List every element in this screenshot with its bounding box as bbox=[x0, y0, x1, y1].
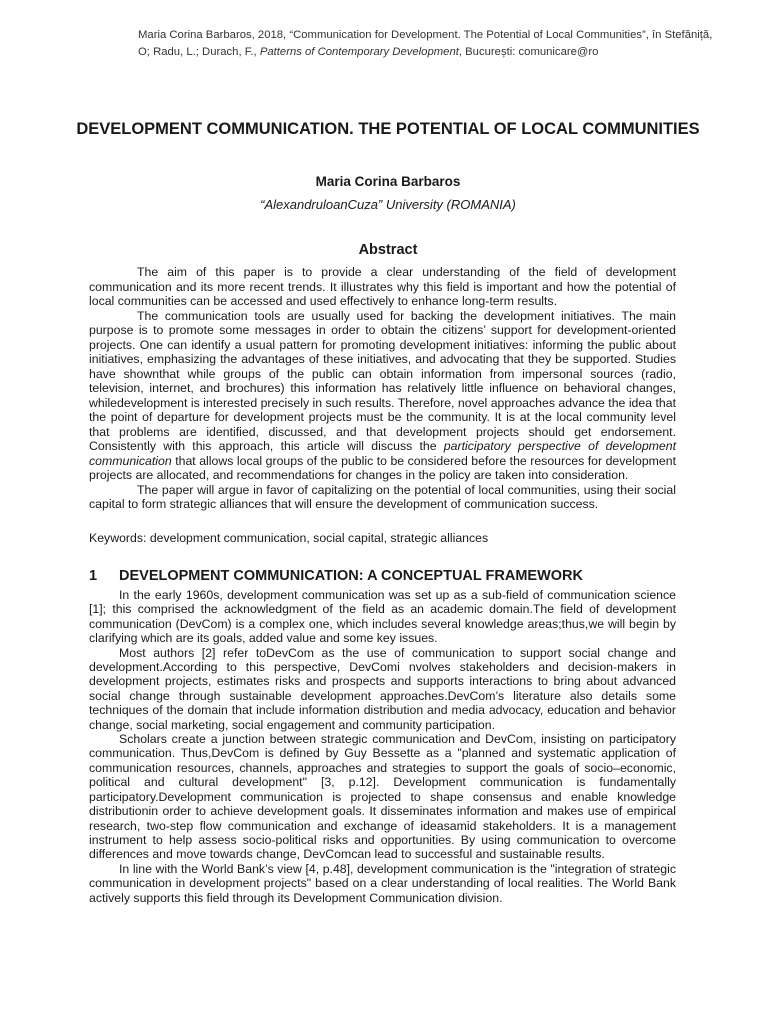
citation-line-2 bbox=[138, 44, 738, 61]
citation-line-1: Maria Corina Barbaros, 2018, “Communication for Development. The Potential of Local Communities”, în Stefăniță, bbox=[138, 29, 713, 41]
author-name: Maria Corina Barbaros bbox=[315, 174, 461, 189]
author-affiliation: “AlexandruloanCuza” University (ROMANIA) bbox=[260, 197, 516, 212]
abstract-heading: Abstract bbox=[358, 242, 418, 258]
abstract-p2-emphasis: participatory perspective of development communication bbox=[89, 439, 676, 468]
paper-title: DEVELOPMENT COMMUNICATION. THE POTENTIAL OF LOCAL COMMUNITIES bbox=[76, 120, 700, 138]
abstract-paragraph-2 bbox=[89, 309, 676, 483]
abstract-p2-text-end: that allows local groups of the public to be considered before the resources for development projects are allocated, and recommendations for changes in the policy are taken into consideration. bbox=[89, 453, 676, 482]
abstract-paragraph-1: The aim of this paper is to provide a clear understanding of the field of development communication and its more recent trends. It illustrates why this field is important and how the potential of local communities can be accessed and used effectively to enhance long-term results. bbox=[89, 265, 676, 308]
section-paragraph-3: Scholars create a junction between strategic communication and DevCom, insisting on participatory communication. Thus,DevCom is defined by Guy Bessette as a "planned and systematic application of communication resources, channels, approaches and strategies to support the goals of socio–economic, political and cultural development" [3, p.12]. Development communication is fundamentally participatory.Development communication is projected to shape consensus and enable knowledge distributionin order to achieve development goals. It disseminates information and makes use of empirical research, two-step flow communication and exchange of ideasamid stakeholders. It is a management instrument to help assess socio-political risks and opportunities. By using communication to overcome differences and move towards change, DevComcan lead to successful and sustainable results. bbox=[89, 732, 676, 862]
citation-authors: O; Radu, L.; Durach, F., bbox=[138, 45, 260, 58]
section-1-heading bbox=[89, 566, 676, 586]
abstract-body bbox=[89, 265, 676, 512]
citation-header bbox=[138, 27, 738, 60]
section-1-body bbox=[89, 588, 676, 905]
section-paragraph-4: In line with the World Bank’s view [4, p.48], development communication is the "integration of strategic communication in development projects" based on a clear understanding of local realities. The World Bank actively supports this field through its Development Communication division. bbox=[89, 861, 676, 905]
section-paragraph-2: Most authors [2] refer toDevCom as the use of communication to support social change and development.According to this perspective, DevComi nvolves stakeholders and decision-makers in development projects, estimates risks and prospects and supports interactions to bring about advanced social change through sustainable development approaches.DevCom’s literature also details some techniques of the domain that include information distribution and media advocacy, education and behavior change, social marketing, social engagement and community participation. bbox=[89, 645, 676, 732]
section-paragraph-1: In the early 1960s, development communication was set up as a sub-field of communication science [1]; this comprised the acknowledgment of the field as an academic domain.The field of development communication (DevCom) is a complex one, which includes several knowledge areas;thus,we will begin by clarifying which are its goals, added value and some key issues. bbox=[89, 588, 676, 646]
citation-book-title: Patterns of Contemporary Development bbox=[259, 45, 459, 58]
section-title: DEVELOPMENT COMMUNICATION: A CONCEPTUAL FRAMEWORK bbox=[119, 568, 583, 584]
abstract-p2-text: The communication tools are usually used for backing the development initiatives. The main purpose is to promote some messages in order to obtain the citizens’ support for development-oriented projects. One can identify a usual pattern for promoting development initiatives: informing the public about initiatives, emphasizing the advantages of these initiatives, and advocating that they be supported. Studies have shownthat while groups of the public can obtain information from impersonal sources (radio, television, internet, and brochures) this information has relatively little influence on behavioral changes, whiledevelopment is interested precisely in such results. Therefore, novel approaches advance the idea that the point of departure for development projects must be the community. It is at the local community level that problems are identified, discussed, and that development projects should get endorsement. Consistently with this approach, this article will discuss the bbox=[89, 308, 676, 453]
section-number: 1 bbox=[89, 568, 98, 584]
keywords: Keywords: development communication, social capital, strategic alliances bbox=[89, 531, 489, 545]
citation-publisher: , București: comunicare@ro bbox=[458, 45, 599, 58]
abstract-paragraph-3: The paper will argue in favor of capitalizing on the potential of local communities, using their social capital to form strategic alliances that will ensure the development of communication success. bbox=[89, 482, 676, 511]
